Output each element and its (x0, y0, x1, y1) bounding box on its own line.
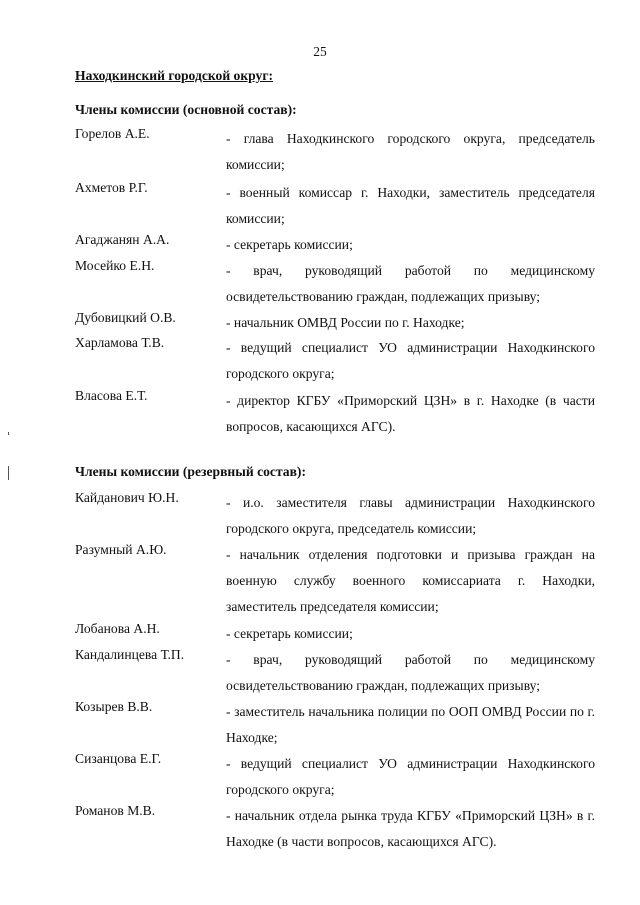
member-name: Горелов А.Е. (75, 126, 150, 141)
member-name: Романов М.В. (75, 803, 156, 818)
member-role: - военный комиссар г. Находки, заместитель председателя комиссии; (226, 185, 595, 226)
member-role: - секретарь комиссии; (226, 626, 353, 641)
member-role: - начальник ОМВД России по г. Находке; (226, 315, 465, 330)
member-role: - директор КГБУ «Приморский ЦЗН» в г. Находке (в части вопросов, касающихся АГС). (226, 393, 595, 434)
member-role: - секретарь комиссии; (226, 237, 353, 252)
member-name: Разумный А.Ю. (75, 542, 167, 557)
member-role: - и.о. заместителя главы администрации Находкинского городского округа, председатель комиссии; (226, 495, 595, 536)
section-title-main: Члены комиссии (основной состав): (75, 102, 297, 117)
member-name: Кандалинцева Т.П. (75, 647, 185, 662)
member-name: Кайданович Ю.Н. (75, 490, 179, 505)
member-name: Агаджанян А.А. (75, 232, 170, 247)
district-title: Находкинский городской округ: (75, 68, 274, 83)
section-title-reserve: Члены комиссии (резервный состав): (75, 464, 306, 479)
member-role: - врач, руководящий работой по медицинскому освидетельствованию граждан, подлежащих призыву; (226, 263, 595, 304)
member-name: Дубовицкий О.В. (75, 310, 176, 325)
page-number: 25 (313, 44, 327, 59)
member-name: Мосейко Е.Н. (75, 258, 155, 273)
member-name: Харламова Т.В. (75, 335, 165, 350)
member-name: Сизанцова Е.Г. (75, 751, 162, 766)
member-role: - глава Находкинского городского округа, председатель комиссии; (226, 131, 595, 172)
member-name: Власова Е.Т. (75, 388, 148, 403)
member-role: - начальник отдела рынка труда КГБУ «Приморский ЦЗН» в г. Находке (в части вопросов, касающихся АГС). (226, 808, 595, 849)
member-role: - врач, руководящий работой по медицинскому освидетельствованию граждан, подлежащих призыву; (226, 652, 595, 693)
member-role: - ведущий специалист УО администрации Находкинского городского округа; (226, 756, 595, 797)
member-name: Козырев В.В. (75, 699, 153, 714)
member-name: Лобанова А.Н. (75, 621, 160, 636)
member-role: - начальник отделения подготовки и призыва граждан на военную службу военного комиссариата г. Находки, заместитель председателя комиссии; (226, 547, 595, 614)
member-name: Ахметов Р.Г. (75, 180, 148, 195)
scan-mark (8, 432, 9, 435)
scan-mark (8, 466, 9, 480)
member-role: - ведущий специалист УО администрации Находкинского городского округа; (226, 340, 595, 381)
member-role: - заместитель начальника полиции по ООП ОМВД России по г. Находке; (226, 704, 595, 745)
